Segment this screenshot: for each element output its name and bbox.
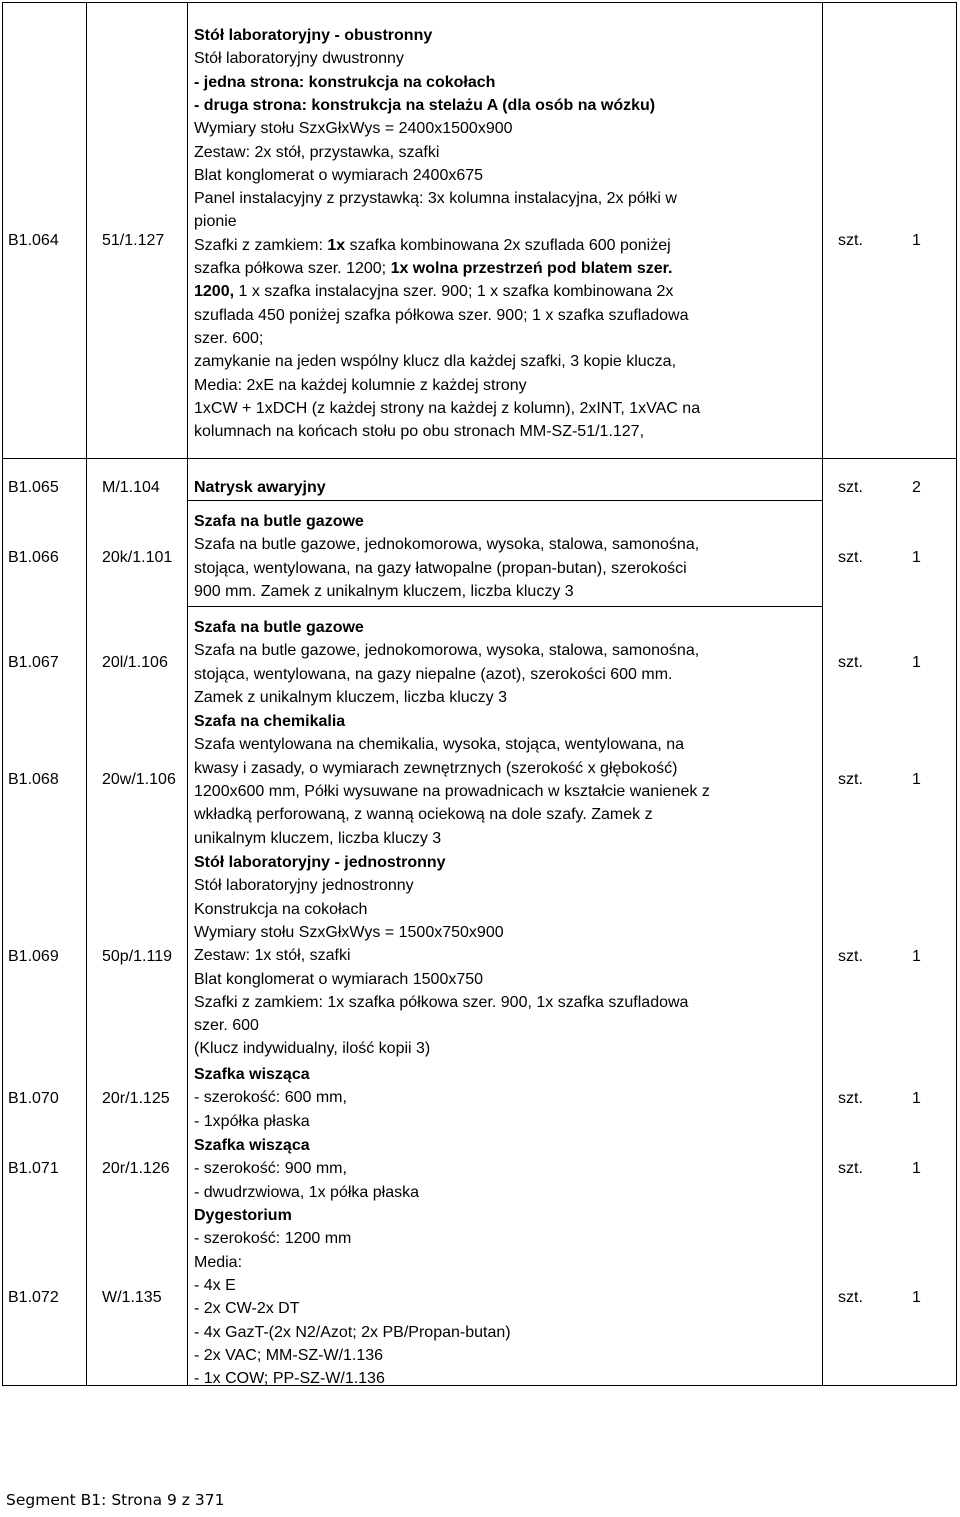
description-text: - 4x GazT-(2x N2/Azot; 2x PB/Propan-butan)	[194, 1323, 511, 1341]
description-text: kolumnach na końcach stołu po obu stronach MM-SZ-51/1.127,	[194, 423, 645, 441]
description-line	[194, 780, 710, 803]
description-text: Wymiary stołu SzxGłxWys = 2400x1500x900	[194, 120, 513, 138]
row-divider	[187, 500, 823, 501]
description-line	[194, 733, 684, 756]
description-text: - 4x E	[194, 1276, 236, 1294]
description-text: 1x wolna przestrzeń pod blatem szer.	[390, 260, 673, 277]
description-line	[194, 1037, 430, 1060]
description-line	[194, 898, 367, 921]
description-text: Szafka wisząca	[194, 1066, 310, 1083]
description-line	[194, 944, 351, 967]
description-line	[194, 1227, 351, 1250]
item-unit: szt.	[838, 479, 863, 496]
description-text: wkładką perforowaną, z wanną ociekową na dole szafy. Zamek z	[194, 806, 653, 824]
description-line	[194, 757, 677, 780]
description-text: 1x	[327, 236, 346, 254]
description-line	[194, 1063, 310, 1086]
description-text: pionie	[194, 213, 237, 231]
description-line	[194, 210, 237, 233]
description-text: - szerokość: 1200 mm	[194, 1230, 352, 1248]
description-line	[194, 803, 653, 826]
description-line	[194, 1344, 383, 1367]
item-code: B1.066	[8, 549, 59, 566]
page-footer: Segment B1: Strona 9 z 371	[6, 1491, 225, 1509]
item-code: B1.068	[8, 771, 59, 788]
item-quantity: 2	[912, 479, 921, 496]
description-line	[194, 304, 689, 327]
description-text: Szafki z zamkiem:	[194, 236, 328, 254]
description-text: stojąca, wentylowana, na gazy łatwopalne (propan-butan), szerokości	[194, 559, 687, 577]
description-text: Szafa wentylowana na chemikalia, wysoka, stojąca, wentylowana, na	[194, 736, 685, 754]
description-text: Wymiary stołu SzxGłxWys = 1500x750x900	[194, 923, 504, 941]
description-line	[194, 663, 672, 686]
description-text: 1xCW + 1xDCH (z każdej strony na każdej z kolumn), 2xINT, 1xVAC na	[194, 399, 701, 417]
description-text: - szerokość: 900 mm,	[194, 1160, 347, 1178]
description-line	[194, 1086, 347, 1109]
description-line	[194, 257, 672, 280]
description-text: szer. 600	[194, 1017, 259, 1035]
description-text: - szerokość: 600 mm,	[194, 1089, 347, 1107]
description-text: 1 x szafka instalacyjna szer. 900; 1 x szafka kombinowana 2x	[234, 283, 674, 301]
item-quantity: 1	[912, 1289, 921, 1306]
description-text: - 2x VAC; MM-SZ-W/1.136	[194, 1346, 384, 1364]
description-text: Dygestorium	[194, 1207, 292, 1224]
item-unit: szt.	[838, 1289, 863, 1306]
item-unit: szt.	[838, 232, 863, 249]
description-text: Media: 2xE na każdej kolumnie z każdej strony	[194, 376, 527, 394]
description-line	[194, 327, 263, 350]
description-line	[194, 71, 495, 94]
item-reference: M/1.104	[102, 479, 160, 496]
item-code: B1.070	[8, 1090, 59, 1107]
description-line	[194, 350, 676, 373]
description-line	[194, 24, 432, 47]
description-line	[194, 1321, 511, 1344]
description-line	[194, 234, 671, 257]
item-code: B1.067	[8, 654, 59, 671]
description-text: Szafa na butle gazowe, jednokomorowa, wysoka, stalowa, samonośna,	[194, 536, 700, 554]
description-text: - 1x COW; PP-SZ-W/1.136	[194, 1370, 385, 1388]
item-reference: 20w/1.106	[102, 771, 176, 788]
column-divider	[86, 2, 87, 1386]
description-line	[194, 1110, 310, 1133]
description-text: - dwudrzwiowa, 1x półka płaska	[194, 1183, 419, 1201]
description-text: stojąca, wentylowana, na gazy niepalne (azot), szerokości 600 mm.	[194, 665, 673, 683]
description-text: - jedna strona: konstrukcja na cokołach	[194, 73, 496, 91]
description-text: Szafa na butle gazowe, jednokomorowa, wysoka, stalowa, samonośna,	[194, 642, 700, 660]
description-line	[194, 117, 513, 140]
item-code: B1.072	[8, 1289, 59, 1306]
description-text: Szafa na chemikalia	[194, 713, 346, 730]
description-text: unikalnym kluczem, liczba kluczy 3	[194, 829, 442, 847]
description-text: Zamek z unikalnym kluczem, liczba kluczy 3	[194, 688, 507, 706]
item-reference: 20r/1.126	[102, 1160, 170, 1177]
description-line	[194, 1134, 310, 1157]
description-line	[194, 991, 688, 1014]
description-text: kwasy i zasady, o wymiarach zewnętrznych (szerokość x głębokość)	[194, 759, 678, 777]
description-text: Zestaw: 1x stół, szafki	[194, 947, 351, 965]
item-unit: szt.	[838, 771, 863, 788]
item-unit: szt.	[838, 549, 863, 566]
description-line	[194, 1367, 385, 1390]
row-divider	[2, 458, 957, 459]
item-unit: szt.	[838, 1160, 863, 1177]
description-text: - 1xpółka płaska	[194, 1112, 310, 1130]
description-line	[194, 1251, 242, 1274]
description-line	[194, 616, 364, 639]
item-quantity: 1	[912, 549, 921, 566]
description-text: Panel instalacyjny z przystawką: 3x kolumna instalacyjna, 2x półki w	[194, 190, 677, 208]
description-text: szer. 600;	[194, 329, 264, 347]
description-line	[194, 827, 441, 850]
description-line	[194, 1274, 236, 1297]
description-line	[194, 164, 483, 187]
item-reference: 50p/1.119	[102, 948, 172, 965]
description-text: Stół laboratoryjny dwustronny	[194, 50, 404, 68]
item-code: B1.071	[8, 1160, 59, 1177]
description-line	[194, 94, 655, 117]
description-text: Natrysk awaryjny	[194, 479, 326, 496]
description-text: Szafa na butle gazowe	[194, 513, 364, 530]
description-line	[194, 1014, 259, 1037]
item-reference: 20k/1.101	[102, 549, 173, 566]
item-reference: 20r/1.125	[102, 1090, 170, 1107]
description-line	[194, 374, 527, 397]
item-quantity: 1	[912, 232, 921, 249]
description-text: Stół laboratoryjny - obustronny	[194, 27, 433, 44]
item-quantity: 1	[912, 948, 921, 965]
item-reference: 51/1.127	[102, 232, 165, 249]
item-unit: szt.	[838, 948, 863, 965]
item-quantity: 1	[912, 654, 921, 671]
description-text: Stół laboratoryjny jednostronny	[194, 877, 414, 895]
item-code: B1.069	[8, 948, 59, 965]
description-line	[194, 851, 446, 874]
description-line	[194, 397, 700, 420]
description-line	[194, 1204, 292, 1227]
description-text: 900 mm. Zamek z unikalnym kluczem, liczba kluczy 3	[194, 582, 574, 600]
description-text: - druga strona: konstrukcja na stelażu A (dla osób na wózku)	[194, 96, 656, 114]
item-code: B1.065	[8, 479, 59, 496]
column-divider	[822, 2, 823, 1386]
description-text: (Klucz indywidualny, ilość kopii 3)	[194, 1040, 431, 1058]
row-divider	[187, 606, 823, 607]
description-line	[194, 47, 404, 70]
description-line	[194, 141, 439, 164]
item-reference: W/1.135	[102, 1289, 162, 1306]
description-line	[194, 557, 687, 580]
column-divider	[187, 2, 188, 1386]
description-text: Szafka wisząca	[194, 1137, 310, 1154]
description-text: 1200x600 mm, Półki wysuwane na prowadnicach w kształcie wanienek z	[194, 782, 710, 800]
description-text: Blat konglomerat o wymiarach 1500x750	[194, 970, 484, 988]
description-text: szuflada 450 poniżej szafka półkowa szer. 900; 1 x szafka szufladowa	[194, 306, 689, 324]
description-line	[194, 639, 699, 662]
item-unit: szt.	[838, 1090, 863, 1107]
item-unit: szt.	[838, 654, 863, 671]
description-text: Szafki z zamkiem: 1x szafka półkowa szer. 900, 1x szafka szufladowa	[194, 993, 689, 1011]
description-line	[194, 420, 644, 443]
description-line	[194, 280, 673, 303]
description-text: zamykanie na jeden wspólny klucz dla każdej szafki, 3 kopie klucza,	[194, 353, 677, 371]
description-text: Konstrukcja na cokołach	[194, 900, 368, 918]
description-text: - 2x CW-2x DT	[194, 1300, 300, 1318]
description-line	[194, 686, 507, 709]
description-text: Stół laboratoryjny - jednostronny	[194, 854, 446, 871]
description-text: Szafa na butle gazowe	[194, 619, 364, 636]
description-text: szafka kombinowana 2x szuflada 600 poniżej	[345, 236, 671, 254]
description-text: Blat konglomerat o wymiarach 2400x675	[194, 166, 484, 184]
description-line	[194, 1181, 419, 1204]
item-quantity: 1	[912, 1160, 921, 1177]
description-line	[194, 510, 364, 533]
description-text: szafka półkowa szer. 1200;	[194, 260, 391, 277]
description-line	[194, 533, 699, 556]
description-text: 1200,	[194, 283, 235, 301]
description-line	[194, 476, 326, 499]
description-line	[194, 1157, 347, 1180]
description-line	[194, 968, 483, 991]
description-line	[194, 580, 574, 603]
item-quantity: 1	[912, 771, 921, 788]
description-line	[194, 1297, 299, 1320]
item-quantity: 1	[912, 1090, 921, 1107]
description-line	[194, 921, 504, 944]
description-line	[194, 874, 414, 897]
item-reference: 20l/1.106	[102, 654, 168, 671]
description-line	[194, 710, 345, 733]
description-text: Zestaw: 2x stół, przystawka, szafki	[194, 143, 440, 161]
item-code: B1.064	[8, 232, 59, 249]
description-line	[194, 187, 677, 210]
description-text: Media:	[194, 1253, 243, 1271]
